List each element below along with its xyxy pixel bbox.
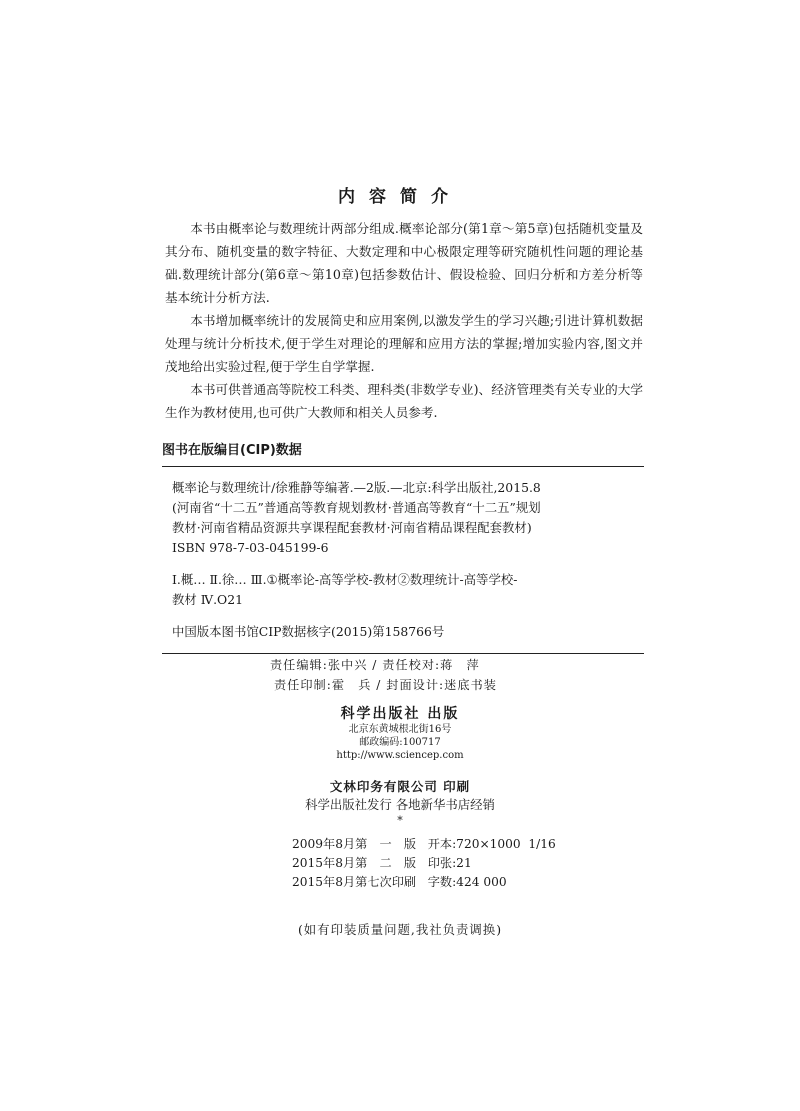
publisher-url: http://www.sciencep.com: [336, 750, 464, 761]
divider-top: [162, 466, 644, 467]
divider-bottom: [162, 653, 644, 654]
credits: [270, 655, 497, 695]
cip-verification: 中国版本图书馆CIP数据核字(2015)第158766号: [172, 624, 445, 639]
cip-line-2: (河南省“十二五”普通高等教育规划教材·普通高等教育“十二五”规划: [172, 500, 541, 515]
cip-classification-1: Ⅰ.概… Ⅱ.徐… Ⅲ.①概率论-高等学校-教材②数理统计-高等学校-: [172, 572, 518, 587]
printer-name: 文林印务有限公司 印刷: [329, 779, 471, 794]
publisher-name: 科学出版社 出版: [340, 706, 460, 722]
abstract: [165, 217, 643, 424]
cip-line-3: 教材·河南省精品资源共享课程配套教材·河南省精品课程配套教材): [172, 520, 532, 535]
separator-star: *: [397, 814, 403, 827]
cip-line-1: 概率论与数理统计/徐雅静等编著.—2版.—北京:科学出版社,2015.8: [172, 480, 541, 495]
quality-notice: (如有印装质量问题,我社负责调换): [297, 922, 503, 937]
credits-line-1: 责任编辑:张中兴 / 责任校对:蒋 萍: [270, 658, 480, 672]
distribution-line: 科学出版社发行 各地新华书店经销: [305, 797, 495, 812]
cip-isbn: ISBN 978-7-03-045199-6: [172, 540, 329, 555]
edition-row-1: 2009年8月第 一 版 开本:720×1000 1/16: [292, 837, 556, 851]
publisher-postcode: 邮政编码:100717: [359, 737, 441, 748]
publisher-address: 北京东黄城根北街16号: [348, 724, 452, 735]
abstract-paragraph-3: 本书可供普通高等院校工科类、理科类(非数学专业)、经济管理类有关专业的大学生作为教材使用,也可供广大教师和相关人员参考.: [165, 382, 643, 420]
abstract-paragraph-2: 本书增加概率统计的发展简史和应用案例,以激发学生的学习兴趣;引进计算机数据处理与统计分析技术,便于学生对理论的理解和应用方法的掌握;增加实验内容,图文并茂地给出实验过程,便于学生自学掌握.: [165, 313, 643, 374]
cip-heading: 图书在版编目(CIP)数据: [162, 443, 302, 458]
abstract-paragraph-1: 本书由概率论与数理统计两部分组成.概率论部分(第1章～第5章)包括随机变量及其分布、随机变量的数字特征、大数定理和中心极限定理等研究随机性问题的理论基础.数理统计部分(第6章～第10章)包括参数估计、假设检验、回归分析和方差分析等基本统计分析方法.: [165, 221, 643, 305]
edition-row-2: 2015年8月第 二 版 印张:21: [292, 856, 472, 870]
credits-line-2: 责任印制:霍 兵 / 封面设计:迷底书装: [274, 678, 497, 692]
edition-row-3: 2015年8月第七次印刷 字数:424 000: [292, 875, 507, 889]
publisher-address-block: [0, 723, 800, 762]
cip-classification-2: 教材 Ⅳ.O21: [172, 592, 243, 607]
edition-info: [292, 835, 556, 892]
page-title: 内容简介: [338, 187, 462, 207]
cip-data: [172, 478, 642, 642]
